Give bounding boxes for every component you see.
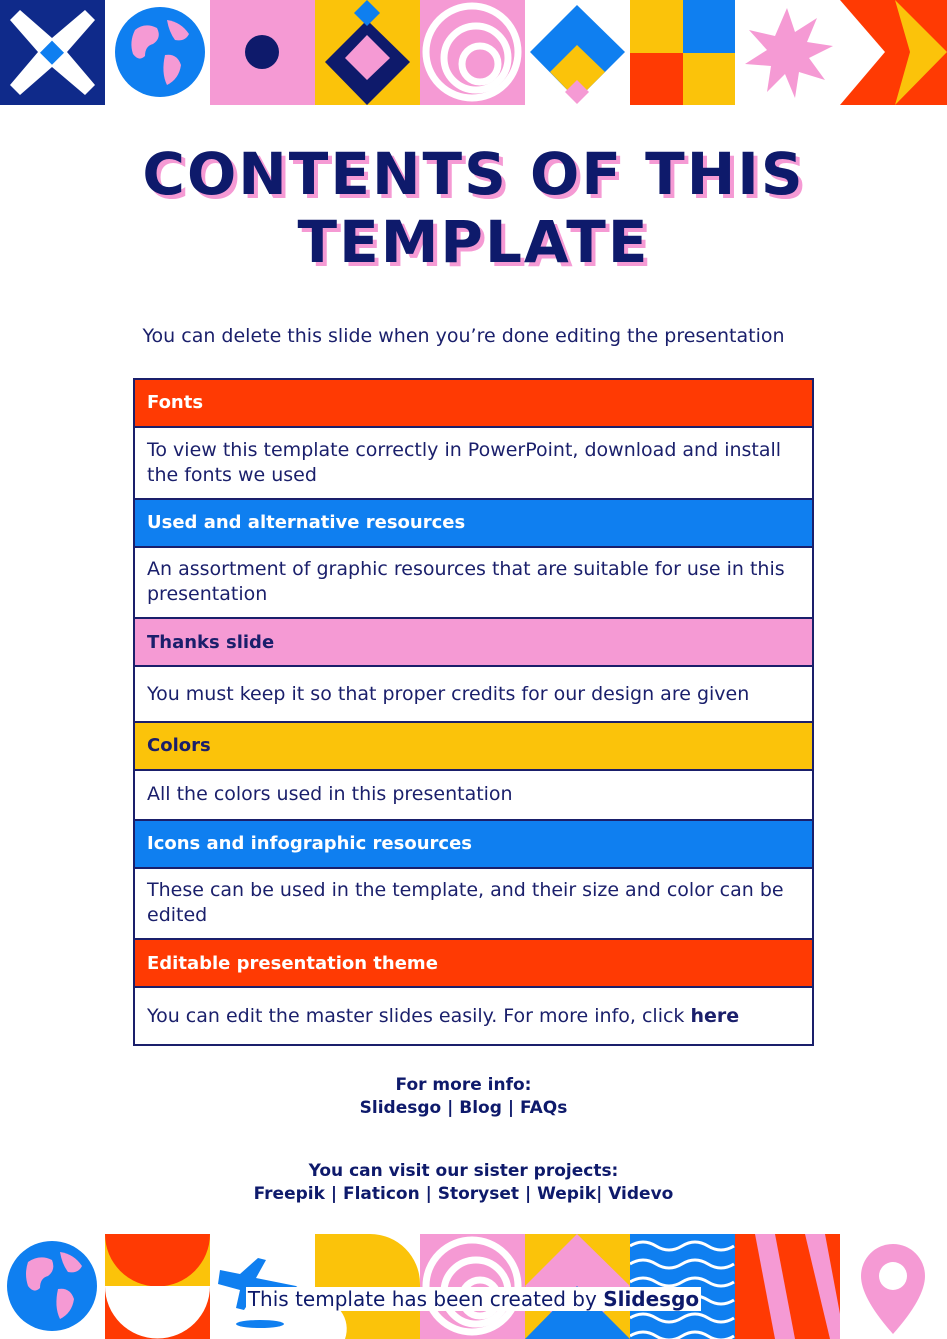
row-header-icons: Icons and infographic resources <box>135 821 812 869</box>
more-info-label: For more info: <box>395 1075 532 1095</box>
slidesgo-credit-link[interactable]: Slidesgo <box>603 1287 700 1311</box>
page-title <box>0 140 947 276</box>
row-header-fonts: Fonts <box>135 380 812 428</box>
dot-tile <box>210 0 315 105</box>
cross-pattern-tile <box>0 0 105 105</box>
diamond-tile <box>315 0 420 105</box>
sister-projects-label: You can visit our sister projects: <box>308 1161 619 1181</box>
blog-link[interactable]: Blog <box>459 1098 502 1118</box>
subtitle: You can delete this slide when you’re done editing the presentation <box>142 325 785 347</box>
here-link[interactable]: here <box>690 1004 740 1027</box>
credit-text: This template has been created by <box>247 1287 604 1311</box>
faqs-link[interactable]: FAQs <box>519 1098 568 1118</box>
sister-projects-links <box>0 1183 927 1206</box>
concentric-rings-tile <box>420 0 525 105</box>
row-text-resources: An assortment of graphic resources that are suitable for use in this presentation <box>135 548 812 620</box>
star-burst-tile <box>735 0 840 105</box>
flaticon-link[interactable]: Flaticon <box>342 1184 420 1204</box>
row-header-theme: Editable presentation theme <box>135 940 812 988</box>
title-line-2: TEMPLATE <box>297 208 650 276</box>
more-info-block <box>0 1074 927 1120</box>
separator: | <box>441 1098 460 1118</box>
row-header-thanks: Thanks slide <box>135 619 812 667</box>
row-text-thanks: You must keep it so that proper credits for our design are given <box>135 667 812 723</box>
top-decorative-band <box>0 0 947 105</box>
separator: | <box>596 1184 609 1204</box>
title-line-1: CONTENTS OF THIS <box>142 140 805 208</box>
arrow-tile <box>840 0 947 105</box>
row-text-icons: These can be used in the template, and their size and color can be edited <box>135 869 812 941</box>
separator: | <box>324 1184 343 1204</box>
more-info-links <box>0 1097 927 1120</box>
row-header-resources: Used and alternative resources <box>135 500 812 548</box>
theme-text: You can edit the master slides easily. For more info, click <box>147 1004 691 1027</box>
globe-tile <box>105 0 210 105</box>
separator: | <box>419 1184 438 1204</box>
row-text-theme <box>135 988 812 1044</box>
row-text-fonts: To view this template correctly in PowerPoint, download and install the fonts we used <box>135 428 812 500</box>
sister-projects-block <box>0 1160 927 1206</box>
row-text-colors: All the colors used in this presentation <box>135 771 812 821</box>
row-header-colors: Colors <box>135 723 812 771</box>
checker-tile <box>630 0 735 105</box>
credit-line <box>0 1287 947 1311</box>
blue-diamond-tile <box>525 0 630 105</box>
wepik-link[interactable]: Wepik <box>537 1184 597 1204</box>
separator: | <box>519 1184 538 1204</box>
separator: | <box>501 1098 520 1118</box>
contents-table <box>133 378 814 1046</box>
freepik-link[interactable]: Freepik <box>253 1184 325 1204</box>
storyset-link[interactable]: Storyset <box>437 1184 520 1204</box>
slidesgo-link[interactable]: Slidesgo <box>359 1098 442 1118</box>
videvo-link[interactable]: Videvo <box>608 1184 674 1204</box>
